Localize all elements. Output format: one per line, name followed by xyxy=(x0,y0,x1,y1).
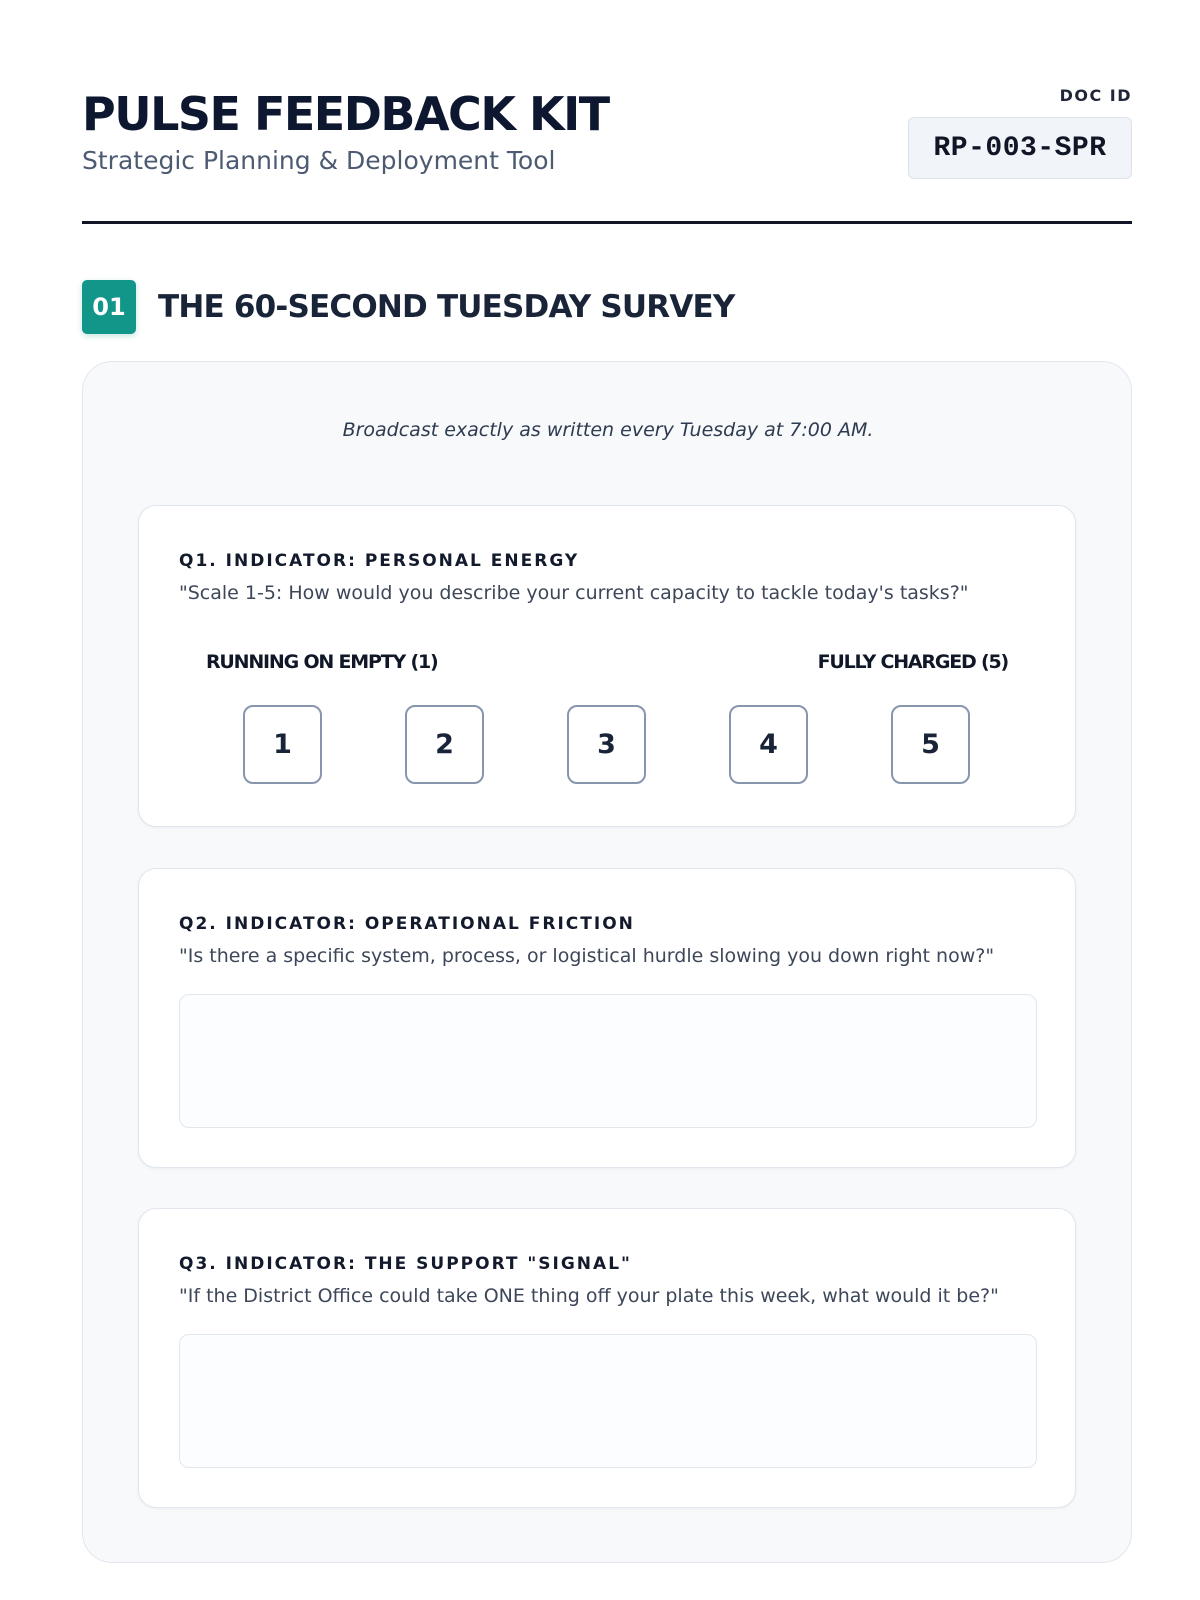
question-label: Q3. INDICATOR: THE SUPPORT "SIGNAL" xyxy=(179,1254,632,1274)
broadcast-instruction: Broadcast exactly as written every Tuesday at 7:00 AM. xyxy=(342,419,874,441)
scale-low-label: RUNNING ON EMPTY (1) xyxy=(206,651,438,673)
rating-option-4[interactable]: 4 xyxy=(729,705,808,784)
rating-option-2[interactable]: 2 xyxy=(405,705,484,784)
section-heading xyxy=(82,280,735,334)
document-header xyxy=(82,80,1132,190)
support-answer-field[interactable] xyxy=(179,1334,1037,1468)
question-card-q2 xyxy=(138,868,1076,1168)
question-card-q3 xyxy=(138,1208,1076,1508)
question-label: Q2. INDICATOR: OPERATIONAL FRICTION xyxy=(179,914,635,934)
rating-option-1[interactable]: 1 xyxy=(243,705,322,784)
kit-subtitle: Strategic Planning & Deployment Tool xyxy=(82,146,556,175)
question-text: "If the District Office could take ONE thing off your plate this week, what would it be?" xyxy=(179,1285,999,1307)
header-divider xyxy=(82,221,1132,224)
question-text: "Is there a specific system, process, or logistical hurdle slowing you down right now?" xyxy=(179,945,995,967)
section-title: THE 60-SECOND TUESDAY SURVEY xyxy=(158,289,735,325)
doc-id-value: RP-003-SPR xyxy=(908,117,1132,179)
question-label: Q1. INDICATOR: PERSONAL ENERGY xyxy=(179,551,580,571)
doc-id-label: DOC ID xyxy=(1059,86,1132,105)
section-number-badge: 01 xyxy=(82,280,136,334)
question-text: "Scale 1-5: How would you describe your current capacity to tackle today's tasks?" xyxy=(179,582,969,604)
survey-panel xyxy=(82,361,1132,1563)
rating-option-3[interactable]: 3 xyxy=(567,705,646,784)
friction-answer-field[interactable] xyxy=(179,994,1037,1128)
scale-high-label: FULLY CHARGED (5) xyxy=(817,651,1008,673)
question-card-q1 xyxy=(138,505,1076,827)
rating-option-5[interactable]: 5 xyxy=(891,705,970,784)
kit-title: PULSE FEEDBACK KIT xyxy=(82,87,609,141)
